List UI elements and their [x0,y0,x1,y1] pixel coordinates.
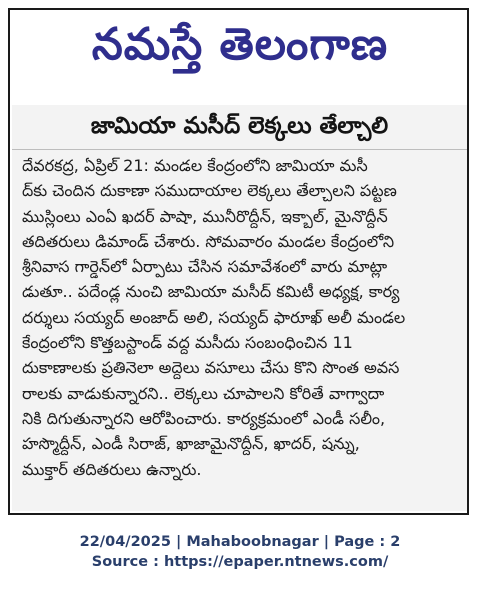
article-line: హస్మొద్దీన్, ఎండీ సిరాజ్, ఖాజామైనొద్దీన్, ఖాదర్, షన్ను, [22,434,360,454]
newspaper-masthead: నమస్తే తెలంగాణ [91,19,389,70]
article-line: డుతూ.. పదేండ్ల నుంచి జామియా మసీద్ కమిటీ అధ్యక్ష, కార్య [22,282,400,302]
article-line: శ్రీనివాస గార్డెన్‌లో ఏర్పాటు చేసిన సమావేశంలో వారు మాట్లా [22,257,388,277]
newspaper-clipping [8,8,469,515]
article-headline: జామియా మసీద్ లెక్కలు తేల్చాలి [90,113,389,139]
article-line: ముస్లింలు ఎంఏ ఖదర్ పాషా, మునీరొద్దీన్, ఇక్బాల్, మైనొద్దీన్ [22,206,388,226]
publication-info: 22/04/2025 | Mahaboobnagar | Page : 2 [79,534,401,550]
headline-divider [12,149,467,150]
article-line: ముక్తార్ తదితరులు ఉన్నారు. [22,459,202,479]
article-line: దర్శులు సయ్యద్ అంజాద్ అలి, సయ్యద్ ఫారూఖ్ అలీ మండల [22,307,406,327]
article-line: కేంద్రంలోని కొత్తబస్టాండ్ వద్ద మసీదు సంబంధించిన 11 [22,333,353,353]
article-line: ద్‌కు చెందిన దుకాణా సముదాయాల లెక్కలు తేల్చాలని పట్టణ [22,181,397,201]
article-line: దేవరకద్ర, ఏప్రిల్ 21: మండల కేంద్రంలోని జామియా మసీ [22,156,368,175]
article-line: రాలకు వాడుకున్నారని.. లెక్కలు చూపాలని కోరితే వాగ్వాదా [22,383,385,403]
article-line: నికి దిగుతున్నారని ఆరోపించారు. కార్యక్రమంలో ఎండీ సలీం, [22,408,386,428]
article-body [22,153,460,482]
article-clip [12,105,467,511]
source-info: Source : https://epaper.ntnews.com/ [91,554,389,570]
article-line: దుకాణాలకు ప్రతినెలా అద్దెలు వసూలు చేసు కొని సొంత అవస [22,358,400,378]
article-line: తదితరులు డిమాండ్ చేశారు. సోమవారం మండల కేంద్రంలోని [22,231,395,251]
